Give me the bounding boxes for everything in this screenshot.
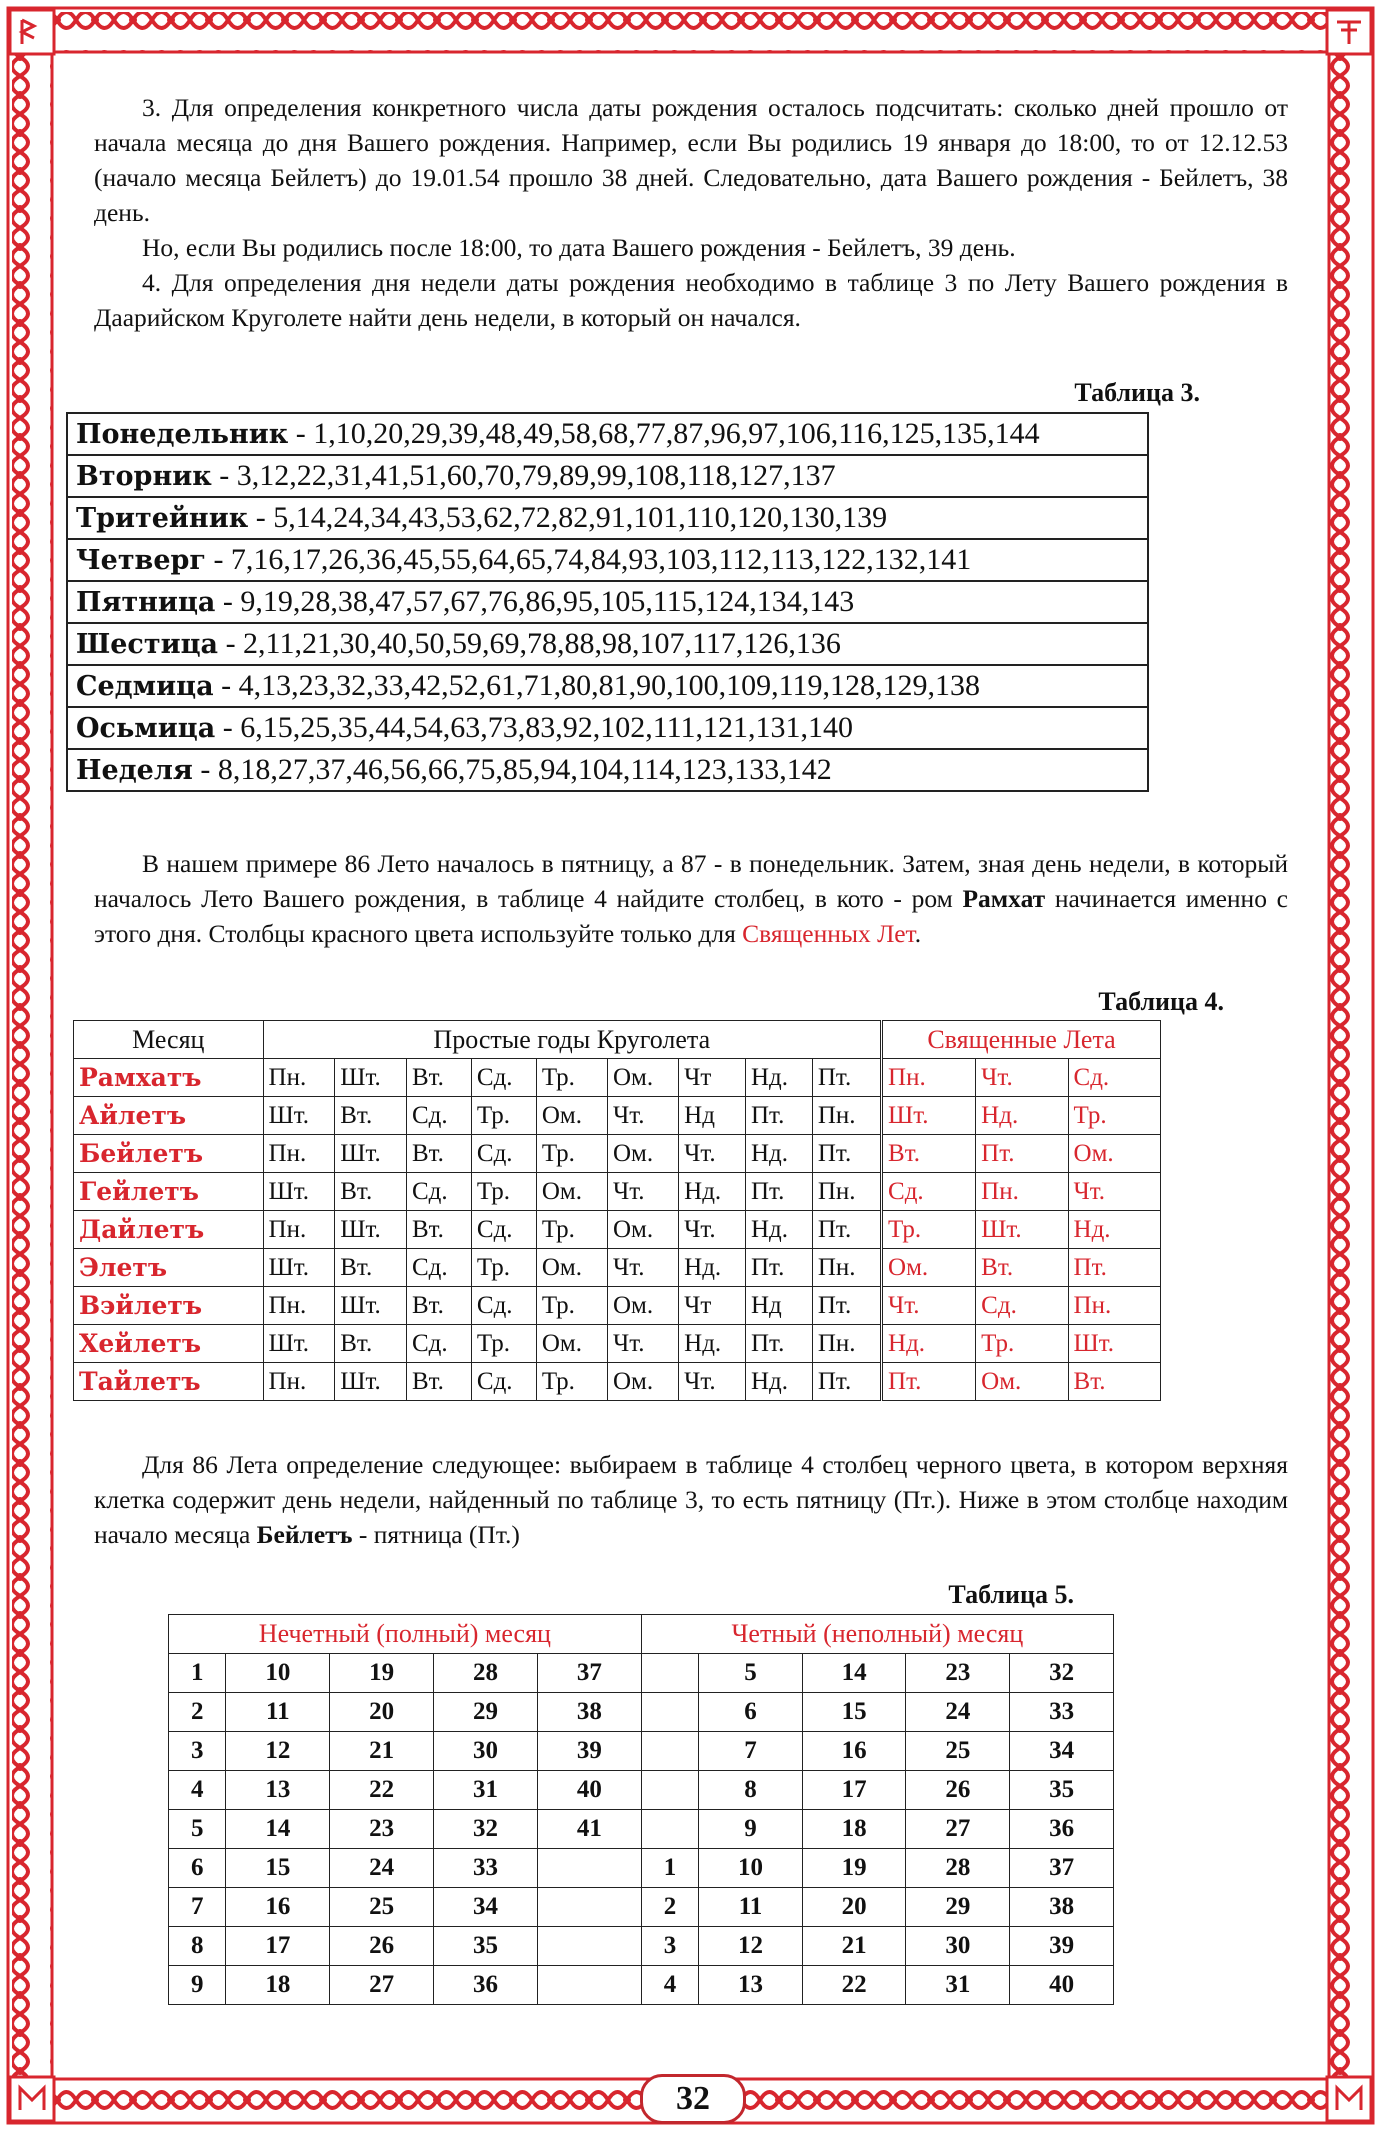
simple-year-day: Ом. [607, 1135, 678, 1173]
odd-month-day: 34 [434, 1888, 538, 1927]
table4-header-sacred: Священные Лета [882, 1021, 1161, 1059]
month-name: Бейлетъ [74, 1135, 264, 1173]
paragraph-step-4: 4. Для определения дня недели даты рождения необходимо в таблице 3 по Лету Вашего рождения в Даарийском Круголете найти день недели, в который он начался. [94, 268, 1288, 332]
even-month-day: 38 [1010, 1888, 1114, 1927]
simple-year-day: Вт. [406, 1059, 471, 1097]
simple-year-day: Тр. [536, 1363, 607, 1401]
weekday-label: Вторник [76, 461, 212, 492]
simple-year-day: Пн. [812, 1249, 881, 1287]
table5-row [169, 1927, 1114, 1966]
sacred-year-day: Пт. [976, 1135, 1068, 1173]
page-content [94, 90, 1288, 335]
simple-year-day: Нд [746, 1287, 813, 1325]
even-month-day: 29 [906, 1888, 1010, 1927]
sacred-year-day: Тр. [882, 1211, 976, 1249]
even-month-day: 10 [699, 1849, 803, 1888]
paragraph-86-definition [94, 1447, 1288, 1552]
simple-year-day: Ом. [536, 1325, 607, 1363]
table3-row [67, 707, 1148, 749]
sacred-year-day: Пн. [882, 1059, 976, 1097]
even-month-day: 37 [1010, 1849, 1114, 1888]
table3-cell [67, 749, 1148, 791]
simple-year-day: Пт. [812, 1211, 881, 1249]
year-list: - 6,15,25,35,44,54,63,73,83,92,102,111,121,131,140 [215, 711, 853, 744]
table3-row [67, 665, 1148, 707]
table3-cell [67, 623, 1148, 665]
simple-year-day: Чт. [607, 1249, 678, 1287]
simple-year-day: Тр. [536, 1059, 607, 1097]
sacred-year-day: Нд. [976, 1097, 1068, 1135]
year-list: - 4,13,23,32,33,42,52,61,71,80,81,90,100,109,119,128,129,138 [213, 669, 980, 702]
even-month-day: 39 [1010, 1927, 1114, 1966]
even-month-day [641, 1771, 698, 1810]
sacred-year-day: Чт. [1068, 1173, 1160, 1211]
odd-month-day: 2 [169, 1693, 226, 1732]
odd-month-day: 32 [434, 1810, 538, 1849]
odd-month-day: 22 [330, 1771, 434, 1810]
sacred-year-day: Сд. [1068, 1059, 1160, 1097]
paragraph-red: Священных Лет [742, 919, 915, 948]
odd-month-day [537, 1849, 641, 1888]
table4-row [74, 1249, 1161, 1287]
simple-year-day: Вт. [406, 1135, 471, 1173]
sacred-year-day: Пт. [1068, 1249, 1160, 1287]
sacred-year-day: Сд. [882, 1173, 976, 1211]
sacred-year-day: Чт. [976, 1059, 1068, 1097]
year-list: - 2,11,21,30,40,50,59,69,78,88,98,107,117,126,136 [218, 627, 841, 660]
odd-month-day: 39 [537, 1732, 641, 1771]
even-month-day: 28 [906, 1849, 1010, 1888]
weekday-label: Четверг [76, 545, 206, 576]
paragraph-example-block [94, 846, 1288, 951]
month-name: Дайлетъ [74, 1211, 264, 1249]
month-name: Рамхатъ [74, 1059, 264, 1097]
odd-month-day: 21 [330, 1732, 434, 1771]
sacred-year-day: Шт. [882, 1097, 976, 1135]
simple-year-day: Сд. [406, 1325, 471, 1363]
even-month-day: 33 [1010, 1693, 1114, 1732]
table3-row [67, 413, 1148, 455]
even-month-day: 40 [1010, 1966, 1114, 2005]
odd-month-day: 15 [226, 1849, 330, 1888]
paragraph-example-86 [94, 846, 1288, 951]
odd-month-day: 28 [434, 1654, 538, 1693]
odd-month-day: 6 [169, 1849, 226, 1888]
paragraph-after-18: Но, если Вы родились после 18:00, то дата Вашего рождения - Бейлетъ, 39 день. [142, 233, 1016, 262]
simple-year-day: Пн. [263, 1287, 335, 1325]
year-list: - 9,19,28,38,47,57,67,76,86,95,105,115,124,134,143 [215, 585, 855, 618]
simple-year-day: Ом. [607, 1059, 678, 1097]
table3-row [67, 749, 1148, 791]
odd-month-day: 8 [169, 1927, 226, 1966]
simple-year-day: Вт. [335, 1097, 407, 1135]
simple-year-day: Тр. [536, 1211, 607, 1249]
simple-year-day: Сд. [471, 1287, 536, 1325]
even-month-day: 21 [802, 1927, 906, 1966]
simple-year-day: Нд. [746, 1059, 813, 1097]
simple-year-day: Ом. [536, 1097, 607, 1135]
simple-year-day: Тр. [471, 1173, 536, 1211]
odd-month-day: 17 [226, 1927, 330, 1966]
simple-year-day: Ом. [607, 1287, 678, 1325]
simple-year-day: Сд. [471, 1363, 536, 1401]
even-month-day: 23 [906, 1654, 1010, 1693]
table5-header-odd: Нечетный (полный) месяц [169, 1615, 642, 1654]
table3-cell [67, 455, 1148, 497]
even-month-day: 6 [699, 1693, 803, 1732]
simple-year-day: Ом. [607, 1211, 678, 1249]
simple-year-day: Пт. [812, 1059, 881, 1097]
table3-row [67, 623, 1148, 665]
simple-year-day: Ом. [536, 1249, 607, 1287]
even-month-day: 26 [906, 1771, 1010, 1810]
even-month-day: 24 [906, 1693, 1010, 1732]
odd-month-day: 33 [434, 1849, 538, 1888]
table5-row [169, 1810, 1114, 1849]
odd-month-day: 36 [434, 1966, 538, 2005]
odd-month-day: 18 [226, 1966, 330, 2005]
paragraph-text: начинается именно с этого дня. Столбцы красного цвета используйте только для [94, 884, 1288, 948]
table4-row [74, 1211, 1161, 1249]
odd-month-day: 19 [330, 1654, 434, 1693]
even-month-day: 3 [641, 1927, 698, 1966]
month-name: Хейлетъ [74, 1325, 264, 1363]
simple-year-day: Чт. [679, 1363, 746, 1401]
table4-row [74, 1325, 1161, 1363]
even-month-day: 34 [1010, 1732, 1114, 1771]
simple-year-day: Чт. [607, 1325, 678, 1363]
simple-year-day: Ом. [607, 1363, 678, 1401]
table4-header-simple: Простые годы Круголета [263, 1021, 881, 1059]
table3-cell [67, 497, 1148, 539]
table5-row [169, 1771, 1114, 1810]
simple-year-day: Сд. [471, 1135, 536, 1173]
simple-year-day: Пт. [812, 1287, 881, 1325]
table5-header-even: Четный (неполный) месяц [641, 1615, 1113, 1654]
sacred-year-day: Вт. [1068, 1363, 1160, 1401]
weekday-label: Шестица [76, 629, 219, 660]
simple-year-day: Сд. [471, 1059, 536, 1097]
even-month-day [641, 1810, 698, 1849]
even-month-day: 18 [802, 1810, 906, 1849]
simple-year-day: Тр. [471, 1097, 536, 1135]
paragraph-text: . [914, 919, 922, 948]
even-month-day: 13 [699, 1966, 803, 2005]
table3-cell [67, 413, 1148, 455]
simple-year-day: Пн. [263, 1363, 335, 1401]
table3-caption: Таблица 3. [1074, 378, 1200, 407]
paragraph-step-3: 3. Для определения конкретного числа даты рождения осталось подсчитать: сколько дней прошло от начала месяца до дня Вашего рождения. Например, если Вы родились 19 января до 18:00, то от 12.12.53 (начало месяца Бейлетъ) до 19.01.54 прошло 38 дней. Следовательно, дата Вашего рождения - Бейлетъ, 38 день. [94, 93, 1288, 227]
simple-year-day: Сд. [406, 1173, 471, 1211]
odd-month-day: 23 [330, 1810, 434, 1849]
month-name: Айлетъ [74, 1097, 264, 1135]
even-month-day: 9 [699, 1810, 803, 1849]
even-month-day: 8 [699, 1771, 803, 1810]
table5-row [169, 1654, 1114, 1693]
table4-caption: Таблица 4. [1098, 987, 1224, 1016]
sacred-year-day: Пн. [976, 1173, 1068, 1211]
weekday-label: Осьмица [76, 713, 216, 744]
simple-year-day: Пн. [812, 1097, 881, 1135]
sacred-year-day: Нд. [1068, 1211, 1160, 1249]
simple-year-day: Шт. [335, 1287, 407, 1325]
table5-row [169, 1888, 1114, 1927]
odd-month-day: 35 [434, 1927, 538, 1966]
even-month-day: 20 [802, 1888, 906, 1927]
sacred-year-day: Чт. [882, 1287, 976, 1325]
year-list: - 1,10,20,29,39,48,49,58,68,77,87,96,97,106,116,125,135,144 [288, 417, 1040, 450]
odd-month-day: 9 [169, 1966, 226, 2005]
simple-year-day: Шт. [263, 1325, 335, 1363]
simple-year-day: Пт. [746, 1173, 813, 1211]
paragraph-86-block [94, 1447, 1288, 1552]
odd-month-day: 10 [226, 1654, 330, 1693]
sacred-year-day: Ом. [882, 1249, 976, 1287]
even-month-day: 27 [906, 1810, 1010, 1849]
odd-month-day: 4 [169, 1771, 226, 1810]
simple-year-day: Тр. [471, 1249, 536, 1287]
simple-year-day: Пн. [812, 1325, 881, 1363]
simple-year-day: Пн. [263, 1059, 335, 1097]
even-month-day [641, 1732, 698, 1771]
sacred-year-day: Шт. [976, 1211, 1068, 1249]
even-month-day: 19 [802, 1849, 906, 1888]
simple-year-day: Нд. [679, 1249, 746, 1287]
simple-year-day: Нд. [746, 1363, 813, 1401]
year-list: - 8,18,27,37,46,56,66,75,85,94,104,114,123,133,142 [192, 753, 832, 786]
simple-year-day: Вт. [335, 1325, 407, 1363]
table5 [168, 1614, 1114, 2005]
weekday-label: Неделя [76, 755, 193, 786]
sacred-year-day: Ом. [976, 1363, 1068, 1401]
table3-cell [67, 539, 1148, 581]
sacred-year-day: Нд. [882, 1325, 976, 1363]
sacred-year-day: Шт. [1068, 1325, 1160, 1363]
odd-month-day: 38 [537, 1693, 641, 1732]
even-month-day: 22 [802, 1966, 906, 2005]
sacred-year-day: Пт. [882, 1363, 976, 1401]
odd-month-day: 13 [226, 1771, 330, 1810]
even-month-day: 1 [641, 1849, 698, 1888]
odd-month-day: 11 [226, 1693, 330, 1732]
weekday-label: Понедельник [76, 419, 289, 450]
simple-year-day: Вт. [335, 1173, 407, 1211]
odd-month-day: 14 [226, 1810, 330, 1849]
even-month-day [641, 1693, 698, 1732]
simple-year-day: Пт. [812, 1363, 881, 1401]
odd-month-day: 31 [434, 1771, 538, 1810]
odd-month-day: 40 [537, 1771, 641, 1810]
table5-caption: Таблица 5. [948, 1580, 1074, 1609]
even-month-day: 11 [699, 1888, 803, 1927]
simple-year-day: Тр. [536, 1135, 607, 1173]
table5-row [169, 1693, 1114, 1732]
odd-month-day: 26 [330, 1927, 434, 1966]
simple-year-day: Нд. [746, 1211, 813, 1249]
paragraph-text: - пятница (Пт.) [352, 1520, 520, 1549]
paragraph-bold: Рамхат [962, 884, 1046, 913]
simple-year-day: Нд. [746, 1135, 813, 1173]
page-number: 32 [640, 2074, 746, 2124]
even-month-day: 15 [802, 1693, 906, 1732]
table5-row [169, 1966, 1114, 2005]
odd-month-day: 30 [434, 1732, 538, 1771]
odd-month-day: 16 [226, 1888, 330, 1927]
sacred-year-day: Вт. [882, 1135, 976, 1173]
even-month-day: 16 [802, 1732, 906, 1771]
year-list: - 5,14,24,34,43,53,62,72,82,91,101,110,120,130,139 [248, 501, 888, 534]
table3-cell [67, 665, 1148, 707]
simple-year-day: Нд. [679, 1173, 746, 1211]
month-name: Элетъ [74, 1249, 264, 1287]
even-month-day: 12 [699, 1927, 803, 1966]
simple-year-day: Ом. [536, 1173, 607, 1211]
odd-month-day: 1 [169, 1654, 226, 1693]
sacred-year-day: Пн. [1068, 1287, 1160, 1325]
table3-row [67, 497, 1148, 539]
odd-month-day: 24 [330, 1849, 434, 1888]
simple-year-day: Шт. [335, 1363, 407, 1401]
odd-month-day: 29 [434, 1693, 538, 1732]
weekday-label: Тритейник [76, 503, 249, 534]
table4 [73, 1020, 1161, 1401]
even-month-day: 7 [699, 1732, 803, 1771]
simple-year-day: Вт. [406, 1211, 471, 1249]
simple-year-day: Пт. [746, 1097, 813, 1135]
odd-month-day: 41 [537, 1810, 641, 1849]
odd-month-day: 5 [169, 1810, 226, 1849]
simple-year-day: Пт. [746, 1249, 813, 1287]
weekday-label: Пятница [76, 587, 216, 618]
table3 [66, 412, 1149, 792]
table3-row [67, 539, 1148, 581]
simple-year-day: Вт. [335, 1249, 407, 1287]
month-name: Вэйлетъ [74, 1287, 264, 1325]
paragraph-text: В нашем примере 86 Лето началось в пятницу, а 87 - в понедельник. Затем, зная день недели, в который началось Лето Вашего рождения, в таблице 4 найдите столбец, в кото - ром [94, 849, 1288, 913]
simple-year-day: Сд. [406, 1249, 471, 1287]
simple-year-day: Шт. [263, 1173, 335, 1211]
odd-month-day: 37 [537, 1654, 641, 1693]
simple-year-day: Чт [679, 1059, 746, 1097]
simple-year-day: Пн. [812, 1173, 881, 1211]
table3-cell [67, 707, 1148, 749]
table4-header-month: Месяц [74, 1021, 264, 1059]
odd-month-day: 3 [169, 1732, 226, 1771]
simple-year-day: Чт. [607, 1173, 678, 1211]
simple-year-day: Вт. [406, 1287, 471, 1325]
sacred-year-day: Тр. [976, 1325, 1068, 1363]
table5-row [169, 1732, 1114, 1771]
odd-month-day [537, 1888, 641, 1927]
table4-row [74, 1363, 1161, 1401]
simple-year-day: Вт. [406, 1363, 471, 1401]
table3-cell [67, 581, 1148, 623]
simple-year-day: Шт. [335, 1135, 407, 1173]
simple-year-day: Тр. [536, 1287, 607, 1325]
simple-year-day: Чт. [679, 1135, 746, 1173]
simple-year-day: Чт. [607, 1097, 678, 1135]
simple-year-day: Пт. [746, 1325, 813, 1363]
paragraph-text: Для 86 Лета определение следующее: выбираем в таблице 4 столбец черного цвета, в котором верхняя клетка содержит день недели, найденный по таблице 3, то есть пятницу (Пт.). Ниже в этом столбце находим начало месяца [94, 1450, 1288, 1549]
year-list: - 7,16,17,26,36,45,55,64,65,74,84,93,103,112,113,122,132,141 [205, 543, 972, 576]
simple-year-day: Шт. [263, 1097, 335, 1135]
even-month-day: 14 [802, 1654, 906, 1693]
simple-year-day: Шт. [263, 1249, 335, 1287]
odd-month-day [537, 1966, 641, 2005]
sacred-year-day: Тр. [1068, 1097, 1160, 1135]
odd-month-day: 20 [330, 1693, 434, 1732]
table4-row [74, 1287, 1161, 1325]
weekday-label: Седмица [76, 671, 214, 702]
simple-year-day: Сд. [471, 1211, 536, 1249]
even-month-day: 25 [906, 1732, 1010, 1771]
odd-month-day: 7 [169, 1888, 226, 1927]
even-month-day: 2 [641, 1888, 698, 1927]
sacred-year-day: Сд. [976, 1287, 1068, 1325]
simple-year-day: Чт. [679, 1211, 746, 1249]
month-name: Тайлетъ [74, 1363, 264, 1401]
table4-row [74, 1135, 1161, 1173]
even-month-day [641, 1654, 698, 1693]
simple-year-day: Пт. [812, 1135, 881, 1173]
table3-row [67, 581, 1148, 623]
odd-month-day [537, 1927, 641, 1966]
odd-month-day: 12 [226, 1732, 330, 1771]
even-month-day: 32 [1010, 1654, 1114, 1693]
even-month-day: 5 [699, 1654, 803, 1693]
simple-year-day: Тр. [471, 1325, 536, 1363]
sacred-year-day: Ом. [1068, 1135, 1160, 1173]
even-month-day: 17 [802, 1771, 906, 1810]
table5-row [169, 1849, 1114, 1888]
table4-row [74, 1173, 1161, 1211]
year-list: - 3,12,22,31,41,51,60,70,79,89,99,108,118,127,137 [211, 459, 836, 492]
simple-year-day: Шт. [335, 1059, 407, 1097]
table4-row [74, 1059, 1161, 1097]
table4-row [74, 1097, 1161, 1135]
simple-year-day: Пн. [263, 1135, 335, 1173]
even-month-day: 35 [1010, 1771, 1114, 1810]
month-name: Гейлетъ [74, 1173, 264, 1211]
even-month-day: 4 [641, 1966, 698, 2005]
sacred-year-day: Вт. [976, 1249, 1068, 1287]
odd-month-day: 25 [330, 1888, 434, 1927]
simple-year-day: Сд. [406, 1097, 471, 1135]
even-month-day: 31 [906, 1966, 1010, 2005]
simple-year-day: Пн. [263, 1211, 335, 1249]
table3-row [67, 455, 1148, 497]
paragraph-bold: Бейлетъ [256, 1520, 353, 1549]
odd-month-day: 27 [330, 1966, 434, 2005]
simple-year-day: Шт. [335, 1211, 407, 1249]
simple-year-day: Нд [679, 1097, 746, 1135]
even-month-day: 36 [1010, 1810, 1114, 1849]
simple-year-day: Чт [679, 1287, 746, 1325]
even-month-day: 30 [906, 1927, 1010, 1966]
simple-year-day: Нд. [679, 1325, 746, 1363]
